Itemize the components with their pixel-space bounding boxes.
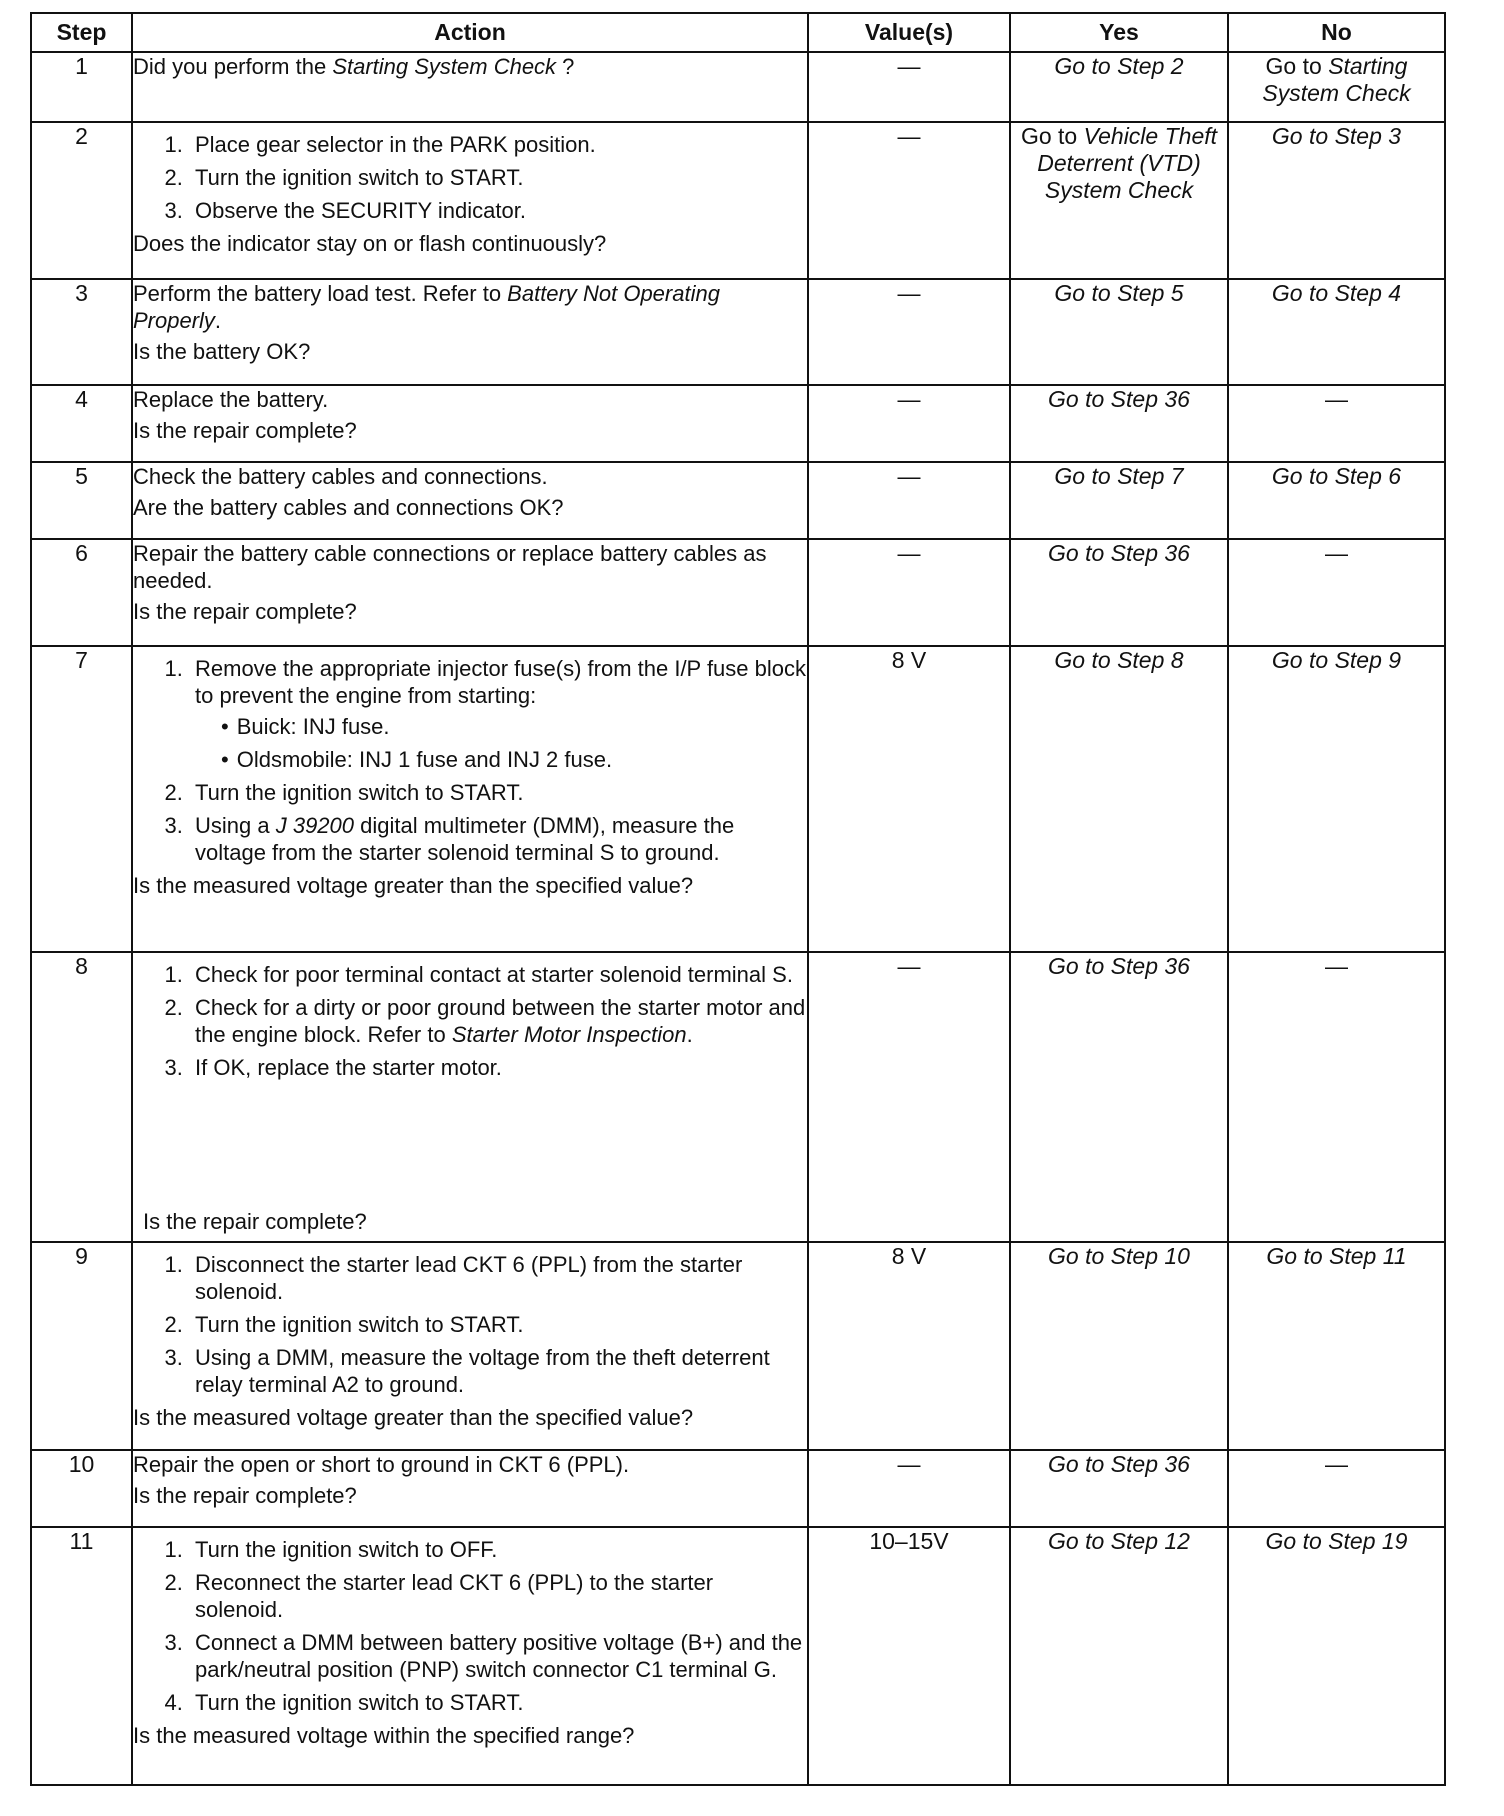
table-row [31, 1242, 1445, 1450]
action-step: 3. If OK, replace the starter motor. [189, 1054, 807, 1081]
header-no: No [1228, 13, 1445, 52]
yes-cell: Go to Step 8 [1010, 646, 1228, 952]
yes-cell: Go to Step 36 [1010, 385, 1228, 462]
action-question: Is the measured voltage greater than the specified value? [133, 873, 694, 898]
step-number: 10 [31, 1450, 132, 1527]
no-cell [1228, 52, 1445, 122]
action-step [189, 812, 807, 866]
action-step-text: . [686, 1022, 693, 1047]
action-step: 1. Disconnect the starter lead CKT 6 (PPL) from the starter solenoid. [189, 1251, 807, 1305]
no-prefix: Go to [1265, 53, 1329, 79]
action-question: Is the measured voltage within the specified range? [133, 1723, 635, 1748]
reference-link: J 39200 [275, 813, 355, 838]
step-number: 8 [31, 952, 132, 1242]
no-cell: Go to Step 3 [1228, 122, 1445, 279]
yes-cell: Go to Step 7 [1010, 462, 1228, 539]
table-row [31, 952, 1445, 1242]
header-action: Action [132, 13, 808, 52]
value-cell: 8 V [808, 1242, 1010, 1450]
action-cell [132, 122, 808, 279]
action-cell [132, 1242, 808, 1450]
action-step: 1. Place gear selector in the PARK position. [189, 131, 807, 158]
action-question: Are the battery cables and connections OK? [133, 495, 564, 520]
step-number: 7 [31, 646, 132, 952]
header-step: Step [31, 13, 132, 52]
table-row [31, 122, 1445, 279]
value-cell: — [808, 52, 1010, 122]
no-cell: — [1228, 385, 1445, 462]
action-step: 3. Using a DMM, measure the voltage from the theft deterrent relay terminal A2 to ground. [189, 1344, 807, 1398]
value-cell: 10–15V [808, 1527, 1010, 1785]
step-number: 6 [31, 539, 132, 646]
no-cell: — [1228, 539, 1445, 646]
action-question: Is the repair complete? [133, 418, 357, 443]
action-question: Is the battery OK? [133, 339, 311, 364]
value-cell: — [808, 279, 1010, 385]
no-cell: Go to Step 4 [1228, 279, 1445, 385]
no-cell: Go to Step 9 [1228, 646, 1445, 952]
yes-cell [1010, 122, 1228, 279]
action-text: Repair the open or short to ground in CKT 6 (PPL). [133, 1452, 630, 1477]
action-text: Did you perform the [133, 54, 333, 79]
sub-item: • Buick: INJ fuse. [221, 713, 807, 740]
value-cell: — [808, 385, 1010, 462]
value-cell: — [808, 122, 1010, 279]
table-row [31, 462, 1445, 539]
action-cell [132, 539, 808, 646]
no-cell: Go to Step 6 [1228, 462, 1445, 539]
table-row [31, 279, 1445, 385]
yes-cell: Go to Step 2 [1010, 52, 1228, 122]
action-cell [132, 462, 808, 539]
yes-cell: Go to Step 10 [1010, 1242, 1228, 1450]
header-values: Value(s) [808, 13, 1010, 52]
reference-link: Starter Motor Inspection [451, 1022, 687, 1047]
value-cell: — [808, 539, 1010, 646]
action-cell [132, 952, 808, 1242]
diagnostic-table [30, 12, 1446, 1786]
action-step: 2. Turn the ignition switch to START. [189, 1311, 807, 1338]
action-cell [132, 1527, 808, 1785]
step-number: 2 [31, 122, 132, 279]
table-row [31, 385, 1445, 462]
action-step [189, 994, 807, 1048]
yes-cell: Go to Step 36 [1010, 1450, 1228, 1527]
yes-cell: Go to Step 36 [1010, 952, 1228, 1242]
action-cell [132, 279, 808, 385]
step-number: 9 [31, 1242, 132, 1450]
action-text: . [214, 308, 222, 333]
action-cell [132, 646, 808, 952]
action-cell [132, 1450, 808, 1527]
action-step: 2. Reconnect the starter lead CKT 6 (PPL) to the starter solenoid. [189, 1569, 807, 1623]
yes-cell: Go to Step 12 [1010, 1527, 1228, 1785]
action-step: 1. Check for poor terminal contact at starter solenoid terminal S. [189, 961, 807, 988]
action-question: Does the indicator stay on or flash continuously? [133, 231, 607, 256]
yes-cell: Go to Step 36 [1010, 539, 1228, 646]
action-step-text: Check for a dirty or poor ground between the starter motor and the engine block. Refer to [195, 995, 806, 1047]
no-cell: Go to Step 11 [1228, 1242, 1445, 1450]
action-step [189, 655, 807, 773]
action-step-text: Remove the appropriate injector fuse(s) from the I/P fuse block to prevent the engine from starting: [195, 656, 806, 708]
action-step: 3. Observe the SECURITY indicator. [189, 197, 807, 224]
reference-link: Battery Not Operating Properly [133, 281, 720, 333]
reference-link: Starting System Check [1262, 53, 1411, 106]
yes-prefix: Go to [1020, 123, 1084, 149]
value-cell: 8 V [808, 646, 1010, 952]
action-question: Is the repair complete? [133, 599, 357, 624]
header-row [31, 13, 1445, 52]
step-number: 11 [31, 1527, 132, 1785]
header-yes: Yes [1010, 13, 1228, 52]
action-text: Repair the battery cable connections or replace battery cables as needed. [133, 541, 767, 593]
action-step: 2. Turn the ignition switch to START. [189, 164, 807, 191]
action-question: Is the measured voltage greater than the specified value? [133, 1405, 694, 1430]
step-number: 5 [31, 462, 132, 539]
table-row [31, 539, 1445, 646]
action-step: 2. Turn the ignition switch to START. [189, 779, 807, 806]
step-number: 4 [31, 385, 132, 462]
action-question: Is the repair complete? [143, 1209, 367, 1234]
reference-link: Vehicle Theft Deterrent (VTD) System Check [1037, 123, 1218, 203]
sub-item: • Oldsmobile: INJ 1 fuse and INJ 2 fuse. [221, 746, 807, 773]
value-cell: — [808, 952, 1010, 1242]
no-cell: — [1228, 952, 1445, 1242]
table-row [31, 52, 1445, 122]
value-cell: — [808, 1450, 1010, 1527]
action-text: Check the battery cables and connections. [133, 464, 548, 489]
reference-link: Starting System Check [332, 54, 557, 79]
no-cell: — [1228, 1450, 1445, 1527]
action-text: Perform the battery load test. Refer to [133, 281, 508, 306]
action-text: Replace the battery. [133, 387, 329, 412]
action-step: 4. Turn the ignition switch to START. [189, 1689, 807, 1716]
table-row [31, 1450, 1445, 1527]
action-step-text: Using a [195, 813, 276, 838]
step-number: 3 [31, 279, 132, 385]
no-cell: Go to Step 19 [1228, 1527, 1445, 1785]
action-question: Is the repair complete? [133, 1483, 357, 1508]
action-cell [132, 52, 808, 122]
table-row [31, 646, 1445, 952]
action-text: ? [556, 54, 575, 79]
step-number: 1 [31, 52, 132, 122]
table-row [31, 1527, 1445, 1785]
action-cell [132, 385, 808, 462]
action-step-text: digital multimeter (DMM), measure the voltage from the starter solenoid terminal S to ground. [195, 813, 735, 865]
yes-cell: Go to Step 5 [1010, 279, 1228, 385]
action-step: 1. Turn the ignition switch to OFF. [189, 1536, 807, 1563]
action-step: 3. Connect a DMM between battery positive voltage (B+) and the park/neutral position (PNP) switch connector C1 terminal G. [189, 1629, 807, 1683]
value-cell: — [808, 462, 1010, 539]
